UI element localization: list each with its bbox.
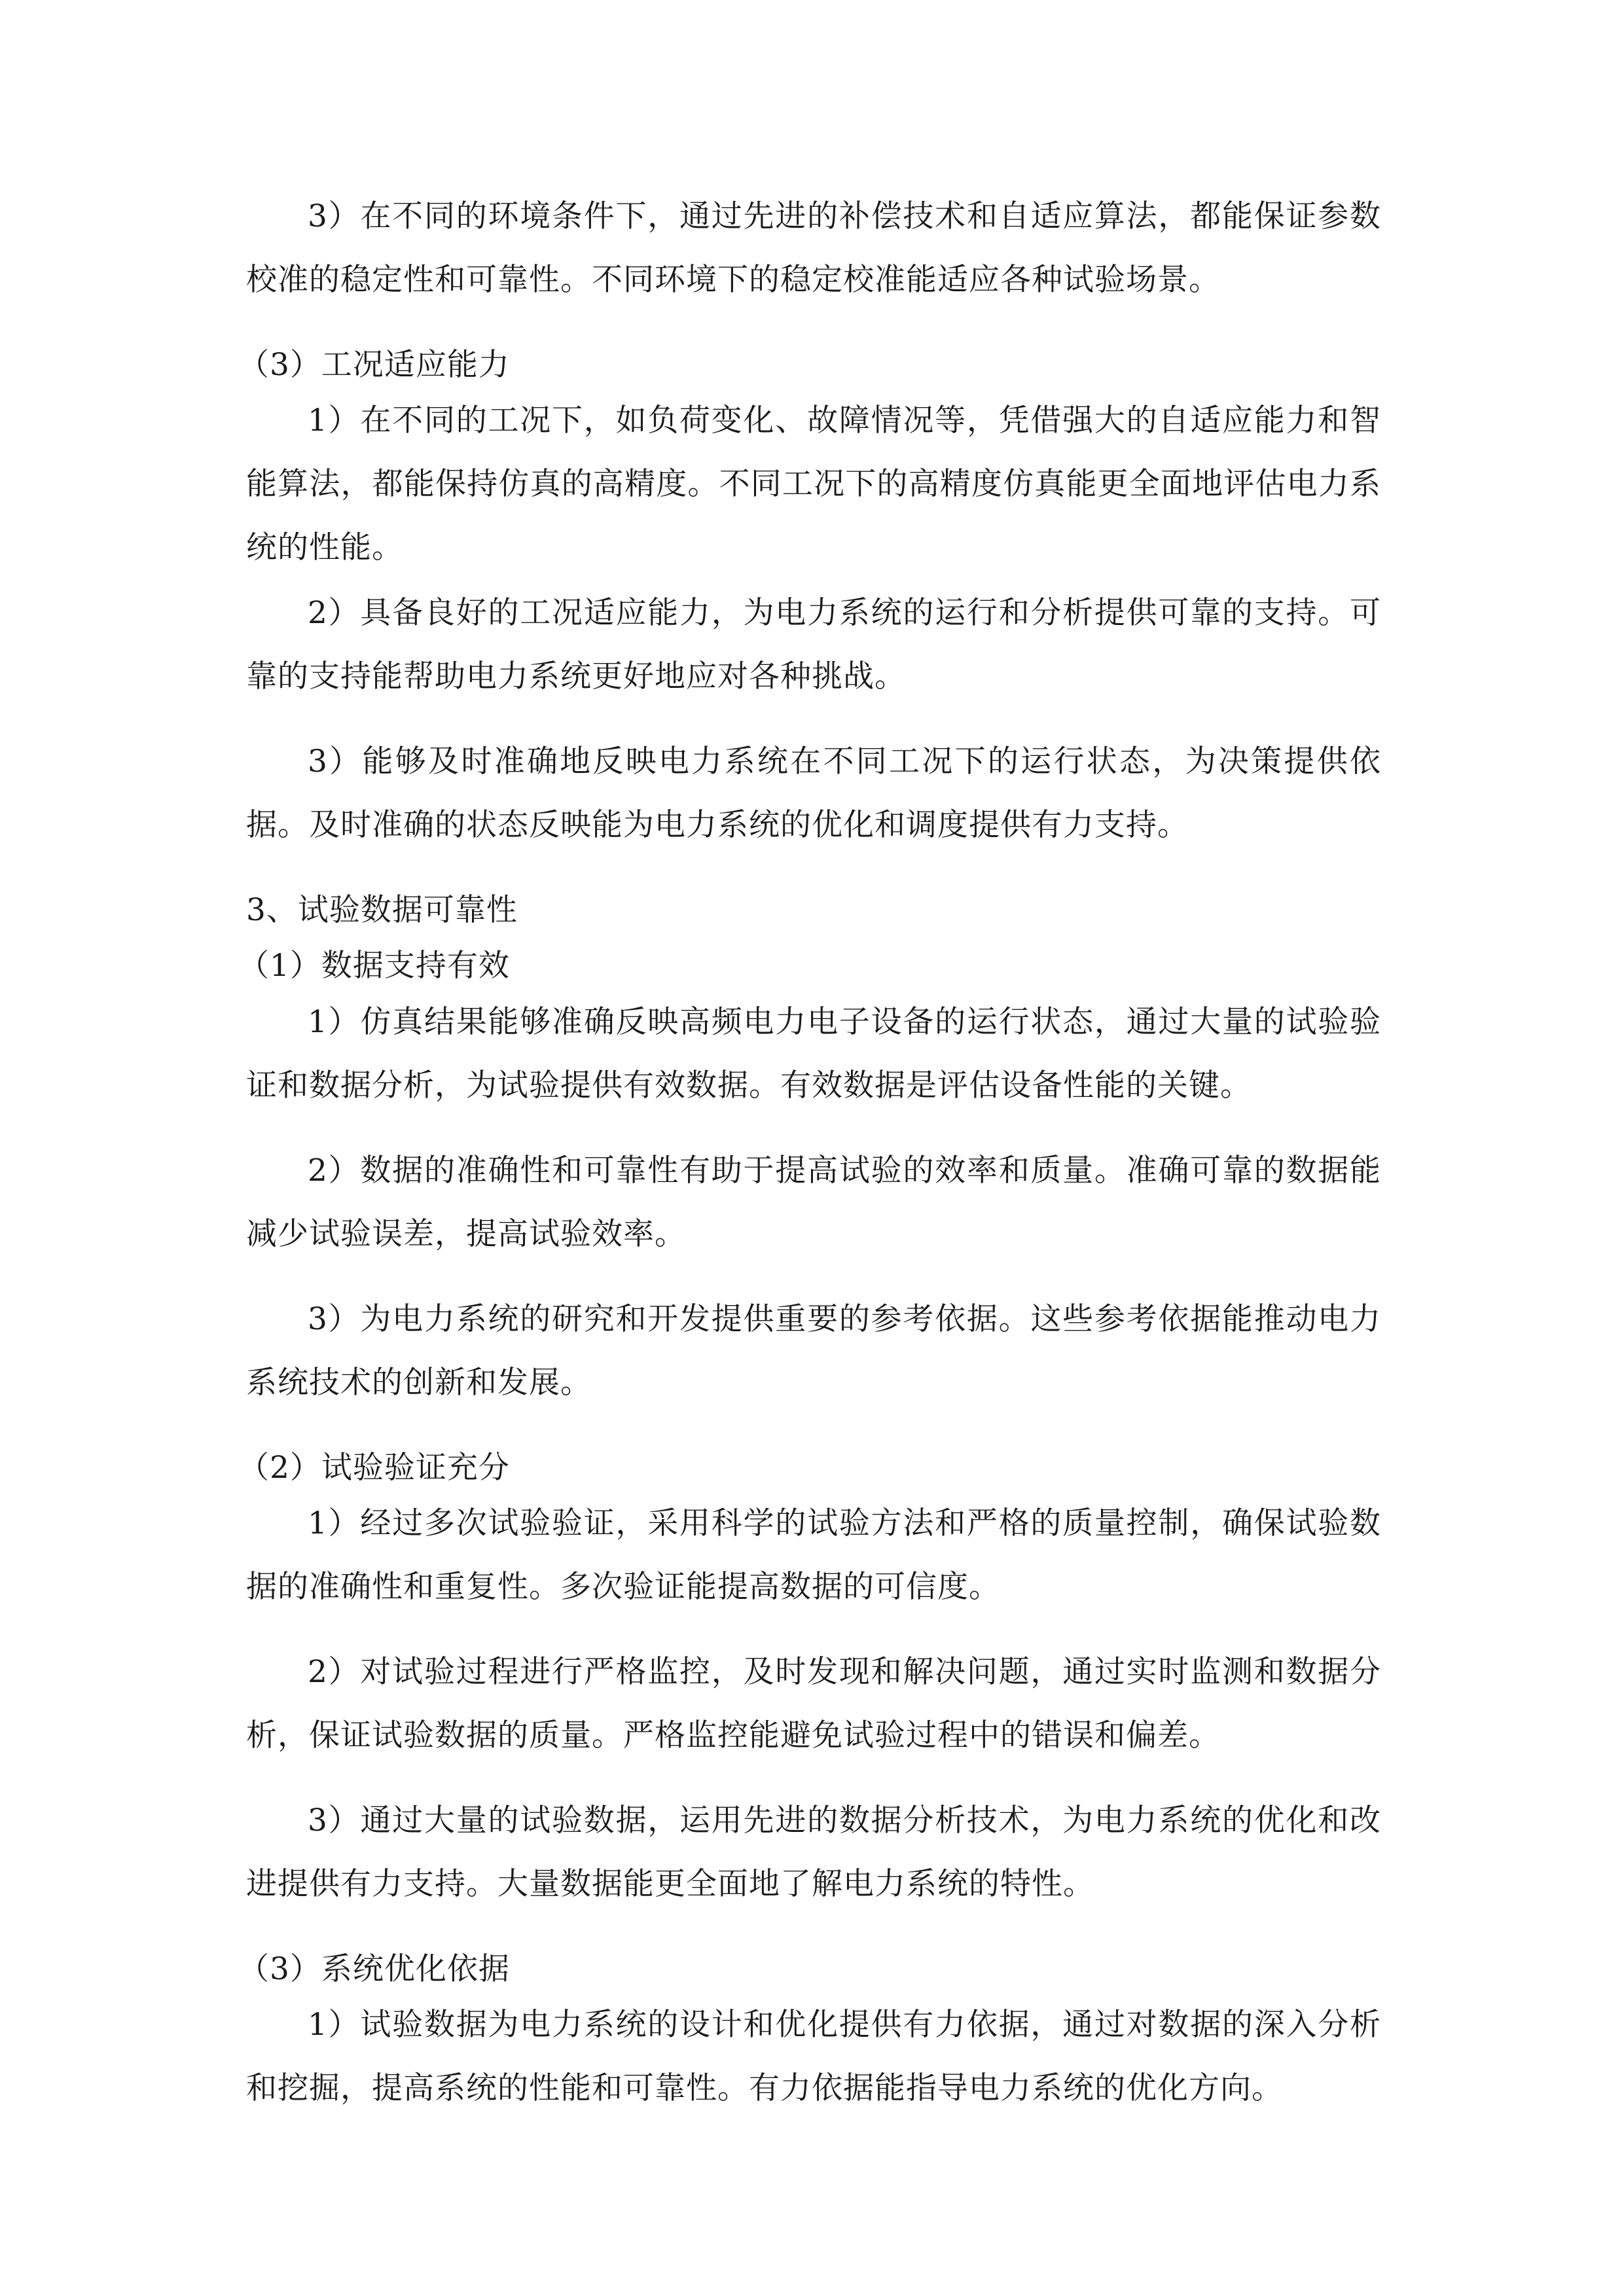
paragraph: 1）在不同的工况下，如负荷变化、故障情况等，凭借强大的自适应能力和智能算法，都能保持仿真的高精度。不同工况下的高精度仿真能更全面地评估电力系统的性能。	[246, 403, 1381, 565]
paragraph: 2）具备良好的工况适应能力，为电力系统的运行和分析提供可靠的支持。可靠的支持能帮助电力系统更好地应对各种挑战。	[246, 595, 1381, 694]
paragraph: 1）试验数据为电力系统的设计和优化提供有力依据，通过对数据的深入分析和挖掘，提高系统的性能和可靠性。有力依据能指导电力系统的优化方向。	[246, 2007, 1381, 2106]
paragraph: 2）对试验过程进行严格监控，及时发现和解决问题，通过实时监测和数据分析，保证试验数据的质量。严格监控能避免试验过程中的错误和偏差。	[246, 1654, 1381, 1753]
subheading: （1）数据支持有效	[238, 948, 510, 984]
paragraph: 3）为电力系统的研究和开发提供重要的参考依据。这些参考依据能推动电力系统技术的创新和发展。	[246, 1301, 1381, 1401]
paragraph: 1）经过多次试验验证，采用科学的试验方法和严格的质量控制，确保试验数据的准确性和重复性。多次验证能提高数据的可信度。	[246, 1505, 1381, 1605]
subheading: （3）工况适应能力	[238, 347, 510, 383]
subheading: （2）试验验证充分	[238, 1450, 510, 1486]
paragraph: 1）仿真结果能够准确反映高频电力电子设备的运行状态，通过大量的试验验证和数据分析，为试验提供有效数据。有效数据是评估设备性能的关键。	[246, 1004, 1381, 1103]
subheading: （3）系统优化依据	[238, 1951, 510, 1987]
paragraph: 2）数据的准确性和可靠性有助于提高试验的效率和质量。准确可靠的数据能减少试验误差，提高试验效率。	[246, 1153, 1381, 1252]
section-heading: 3、试验数据可靠性	[246, 892, 518, 928]
paragraph: 3）通过大量的试验数据，运用先进的数据分析技术，为电力系统的优化和改进提供有力支持。大量数据能更全面地了解电力系统的特性。	[246, 1803, 1381, 1902]
paragraph: 3）在不同的环境条件下，通过先进的补偿技术和自适应算法，都能保证参数校准的稳定性和可靠性。不同环境下的稳定校准能适应各种试验场景。	[246, 198, 1381, 298]
paragraph: 3）能够及时准确地反映电力系统在不同工况下的运行状态，为决策提供依据。及时准确的状态反映能为电力系统的优化和调度提供有力支持。	[246, 744, 1381, 843]
